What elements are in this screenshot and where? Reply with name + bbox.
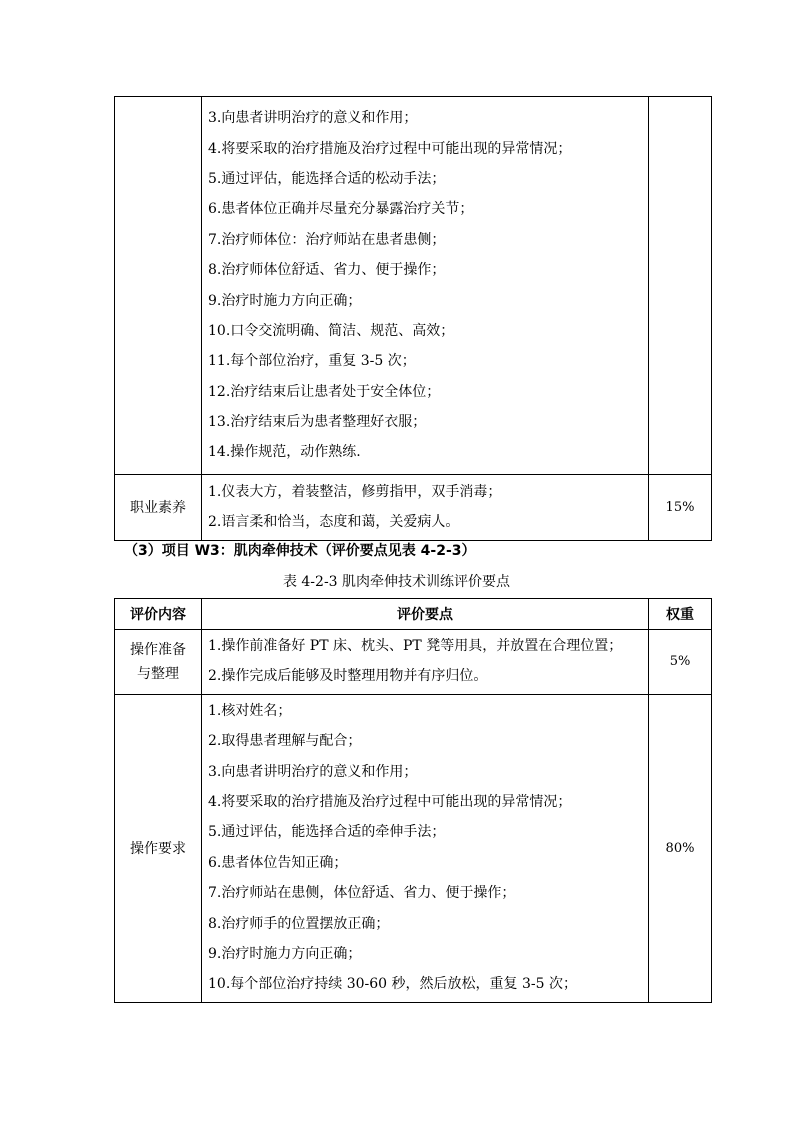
list-item: 5.通过评估，能选择合适的牵伸手法； xyxy=(208,824,446,841)
table-row xyxy=(115,694,712,1002)
prep-weight: 5% xyxy=(649,630,712,695)
table-row xyxy=(115,630,712,695)
list-item: 1.操作前准备好 PT 床、枕头、PT 凳等用具，并放置在合理位置； xyxy=(208,638,623,654)
list-item: 8.治疗师手的位置摆放正确； xyxy=(208,915,390,932)
list-item: 13.治疗结束后为患者整理好衣服； xyxy=(208,414,427,431)
list-item: 4.将要采取的治疗措施及治疗过程中可能出现的异常情况； xyxy=(208,140,572,157)
table-caption: 表 4-2-3 肌肉牵伸技术训练评价要点 xyxy=(282,574,511,590)
points-cell xyxy=(202,475,649,541)
list-item: 9.治疗时施力方向正确； xyxy=(208,945,362,962)
points-cell xyxy=(202,630,649,695)
list-item: 3.向患者讲明治疗的意义和作用； xyxy=(208,763,418,780)
prep-label-line2: 与整理 xyxy=(137,665,179,682)
section-heading: （3）项目 W3：肌肉牵伸技术（评价要点见表 4-2-3） xyxy=(124,543,476,559)
requirements-weight: 80% xyxy=(649,694,712,1002)
header-row xyxy=(115,599,712,630)
content-cell-empty xyxy=(115,97,202,475)
list-item: 5.通过评估，能选择合适的松动手法； xyxy=(208,170,446,187)
list-item: 9.治疗时施力方向正确； xyxy=(208,292,362,309)
list-item: 8.治疗师体位舒适、省力、便于操作； xyxy=(208,262,446,279)
points-cell xyxy=(202,97,649,475)
list-item: 1.核对姓名； xyxy=(208,702,292,719)
list-item: 2.语言柔和恰当，态度和蔼，关爱病人。 xyxy=(208,514,460,531)
header-points: 评价要点 xyxy=(202,599,649,630)
evaluation-table-4-2-3 xyxy=(114,598,712,1003)
list-item: 12.治疗结束后让患者处于安全体位； xyxy=(208,383,441,400)
requirements-label: 操作要求 xyxy=(115,694,202,1002)
prep-label xyxy=(115,630,202,695)
list-item: 7.治疗师体位：治疗师站在患者患侧； xyxy=(208,231,446,248)
evaluation-table-continued xyxy=(114,96,712,541)
list-item: 2.操作完成后能够及时整理用物并有序归位。 xyxy=(208,668,488,685)
prep-label-line1: 操作准备 xyxy=(130,641,186,658)
header-content: 评价内容 xyxy=(115,599,202,630)
list-item: 10.口令交流明确、简洁、规范、高效； xyxy=(208,322,455,339)
list-item: 10.每个部位治疗持续 30-60 秒，然后放松，重复 3-5 次； xyxy=(208,976,577,993)
professional-weight: 15% xyxy=(649,475,712,541)
points-cell xyxy=(202,694,649,1002)
list-item: 4.将要采取的治疗措施及治疗过程中可能出现的异常情况； xyxy=(208,794,572,810)
professional-label: 职业素养 xyxy=(115,475,202,541)
table-row xyxy=(115,97,712,475)
list-item: 2.取得患者理解与配合； xyxy=(208,733,362,750)
weight-cell-empty xyxy=(649,97,712,475)
list-item: 3.向患者讲明治疗的意义和作用； xyxy=(208,110,418,127)
list-item: 11.每个部位治疗，重复 3-5 次； xyxy=(208,353,416,370)
list-item: 6.患者体位正确并尽量充分暴露治疗关节； xyxy=(208,201,474,218)
list-item: 7.治疗师站在患侧，体位舒适、省力、便于操作； xyxy=(208,885,516,902)
table-row xyxy=(115,475,712,541)
list-item: 6.患者体位告知正确； xyxy=(208,854,348,871)
header-weight: 权重 xyxy=(649,599,712,630)
list-item: 14.操作规范，动作熟练. xyxy=(208,444,361,461)
list-item: 1.仪表大方，着装整洁，修剪指甲，双手消毒； xyxy=(208,484,502,500)
